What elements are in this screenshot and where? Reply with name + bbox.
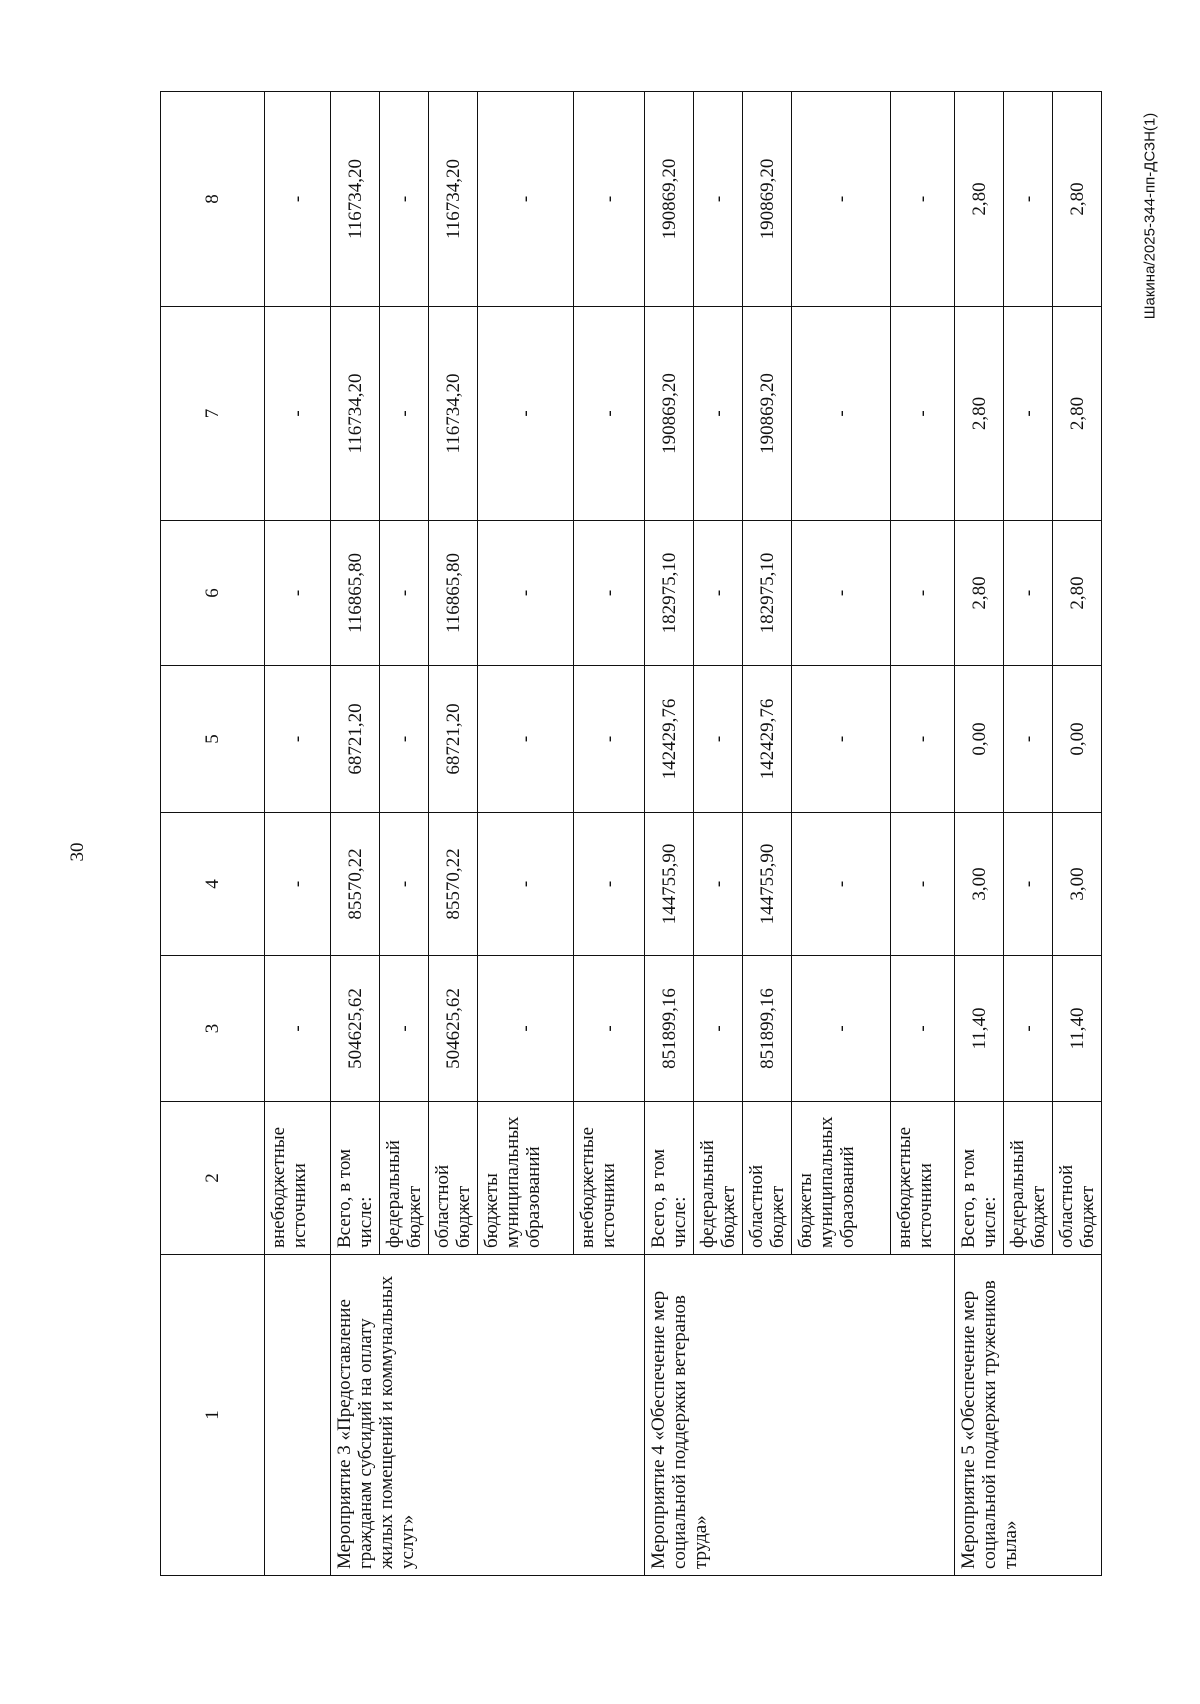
value-cell: 116734,20 [429,307,478,521]
value-cell: - [265,92,331,307]
value-cell: - [380,666,429,813]
value-cell: - [1004,521,1053,666]
document-code: Шакина/2025-344-пп-ДСЗН(1) [1141,112,1159,320]
value-cell: - [792,521,891,666]
value-cell: - [265,956,331,1102]
value-cell: 116734,20 [331,92,380,307]
funding-source: внебюджетные источники [891,1102,955,1255]
value-cell: 68721,20 [331,666,380,813]
value-cell: 3,00 [1053,813,1102,956]
value-cell: 190869,20 [645,307,694,521]
value-cell: - [891,307,955,521]
value-cell: 3,00 [955,813,1004,956]
value-cell: 85570,22 [429,813,478,956]
value-cell: - [1004,813,1053,956]
value-cell: - [380,956,429,1102]
funding-source: внебюджетные источники [574,1102,645,1255]
header-cell: 8 [161,92,265,307]
header-cell: 6 [161,521,265,666]
value-cell: - [478,666,574,813]
value-cell: 68721,20 [429,666,478,813]
funding-source: Всего, в том числе: [955,1102,1004,1255]
value-cell: 2,80 [1053,92,1102,307]
value-cell: 851899,16 [645,956,694,1102]
value-cell: 116865,80 [331,521,380,666]
value-cell: - [792,92,891,307]
value-cell: - [380,92,429,307]
value-cell: 2,80 [955,92,1004,307]
value-cell: - [694,307,743,521]
value-cell: 2,80 [955,521,1004,666]
rotated-table-wrapper [160,92,1098,1576]
value-cell: - [478,813,574,956]
value-cell: 190869,20 [743,307,792,521]
value-cell: 851899,16 [743,956,792,1102]
event-title: Мероприятие 4 «Обеспечение мер социальной поддержки ветеранов труда» [645,1255,955,1576]
value-cell: - [380,813,429,956]
value-cell: - [891,92,955,307]
value-cell: - [478,521,574,666]
value-cell: - [792,666,891,813]
value-cell: 144755,90 [645,813,694,956]
value-cell: - [265,813,331,956]
funding-source: федеральный бюджет [380,1102,429,1255]
value-cell: - [694,521,743,666]
value-cell: - [891,813,955,956]
value-cell: - [265,521,331,666]
funding-source: областной бюджет [1053,1102,1102,1255]
event-title: Мероприятие 5 «Обеспечение мер социальной поддержки тружеников тыла» [955,1255,1102,1576]
header-cell: 4 [161,813,265,956]
value-cell: 504625,62 [429,956,478,1102]
value-cell: - [694,956,743,1102]
funding-source: областной бюджет [743,1102,792,1255]
value-cell: - [694,813,743,956]
funding-source: федеральный бюджет [1004,1102,1053,1255]
value-cell: - [265,666,331,813]
value-cell: 142429,76 [743,666,792,813]
value-cell: - [694,666,743,813]
funding-source: Всего, в том числе: [645,1102,694,1255]
value-cell: 11,40 [1053,956,1102,1102]
value-cell: 190869,20 [645,92,694,307]
value-cell: - [792,307,891,521]
value-cell: 190869,20 [743,92,792,307]
funding-source: федеральный бюджет [694,1102,743,1255]
value-cell: 182975,10 [743,521,792,666]
value-cell: - [574,813,645,956]
funding-source: бюджеты муниципальных образований [792,1102,891,1255]
value-cell: - [694,92,743,307]
value-cell: 85570,22 [331,813,380,956]
value-cell: 0,00 [955,666,1004,813]
value-cell: 11,40 [955,956,1004,1102]
event-title: Мероприятие 3 «Предоставление гражданам субсидий на оплату жилых помещений и коммунальных услуг» [331,1255,645,1576]
value-cell: 504625,62 [331,956,380,1102]
header-cell: 2 [161,1102,265,1255]
value-cell: - [478,956,574,1102]
value-cell: - [792,813,891,956]
value-cell: 144755,90 [743,813,792,956]
value-cell: 116734,20 [429,92,478,307]
value-cell: 116734,20 [331,307,380,521]
value-cell: - [574,956,645,1102]
value-cell: - [574,666,645,813]
value-cell: - [478,92,574,307]
funding-source: внебюджетные источники [265,1102,331,1255]
header-cell: 3 [161,956,265,1102]
value-cell: - [574,521,645,666]
value-cell: - [265,307,331,521]
value-cell: - [380,307,429,521]
value-cell: 2,80 [1053,521,1102,666]
value-cell: - [380,521,429,666]
header-cell: 5 [161,666,265,813]
value-cell: - [1004,307,1053,521]
header-cell: 1 [161,1255,265,1576]
value-cell: 2,80 [955,307,1004,521]
table-row [955,92,1004,1576]
value-cell: 0,00 [1053,666,1102,813]
table-row [265,92,331,1576]
value-cell: - [574,92,645,307]
value-cell: 142429,76 [645,666,694,813]
header-cell: 7 [161,307,265,521]
value-cell: - [891,956,955,1102]
value-cell: 2,80 [1053,307,1102,521]
value-cell: - [1004,956,1053,1102]
value-cell: - [1004,92,1053,307]
empty-cell [265,1255,331,1576]
value-cell: 182975,10 [645,521,694,666]
table-row [645,92,694,1576]
table-row [331,92,380,1576]
header-row [161,92,265,1576]
value-cell: 116865,80 [429,521,478,666]
value-cell: - [478,307,574,521]
funding-source: бюджеты муниципальных образований [478,1102,574,1255]
page-number: 30 [67,842,88,862]
funding-table [160,91,1102,1576]
value-cell: - [1004,666,1053,813]
funding-source: Всего, в том числе: [331,1102,380,1255]
value-cell: - [891,521,955,666]
value-cell: - [891,666,955,813]
value-cell: - [792,956,891,1102]
value-cell: - [574,307,645,521]
funding-source: областной бюджет [429,1102,478,1255]
